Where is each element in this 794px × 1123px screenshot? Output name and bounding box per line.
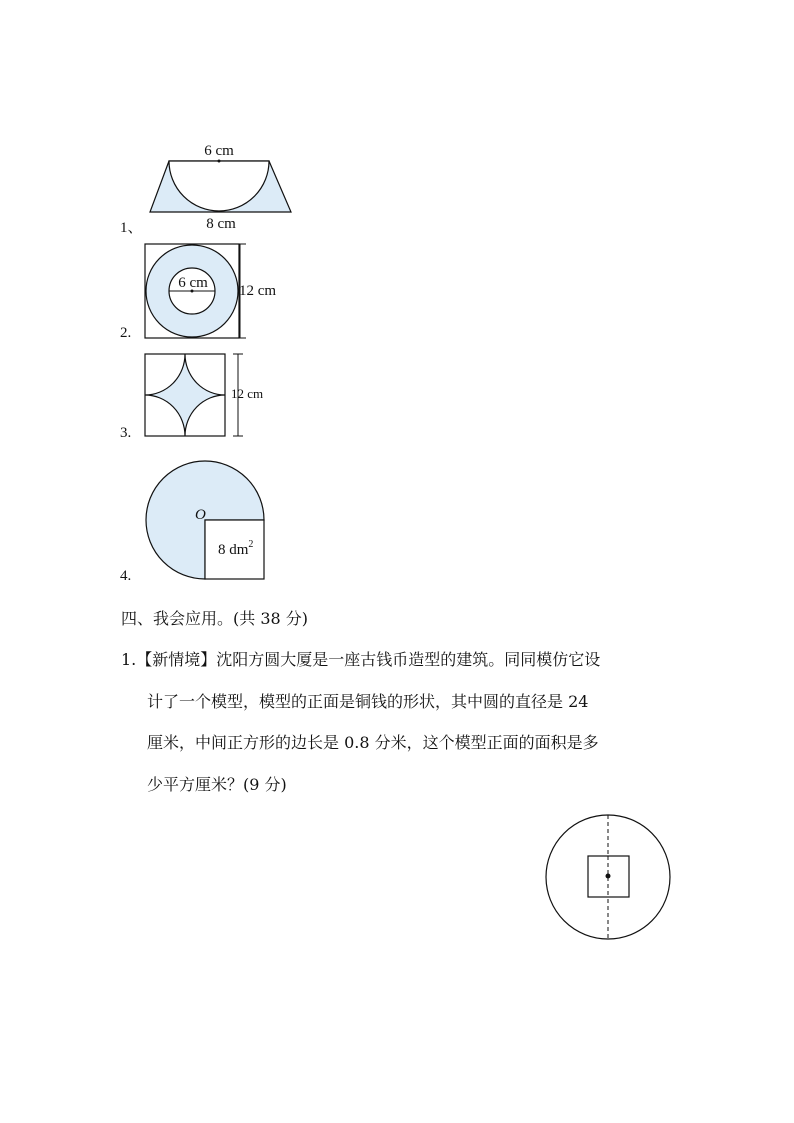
figure-4-circle-square [143,458,273,583]
question-1-line-4: 少平方厘米？(9 分) [147,775,287,794]
fig2-number: 2. [120,325,132,341]
center-dot [606,874,611,879]
figure-2-annulus [143,242,293,340]
fig3-side-label: 12 cm [231,386,264,401]
fig2-inner-label: 6 cm [178,275,208,291]
question-1-line-3: 厘米，中间正方形的边长是 0.8 分米，这个模型正面的面积是多 [147,733,599,752]
center-dot [218,160,221,163]
figure-3-quarter-circles [143,352,283,440]
fig1-top-label: 6 cm [204,143,234,159]
fig4-square-label: 8 $dm^2$ [218,539,254,558]
coin-model-figure [544,814,674,942]
fig4-number: 4. [120,568,132,584]
section-heading: 四、我会应用。(共 38 分) [121,609,309,628]
fig1-number: 1、 [120,220,143,236]
fig3-number: 3. [120,425,132,441]
figure-1-trapezoid [145,138,305,234]
fig2-side-label: 12 cm [239,283,277,299]
fig4-center-label: O [195,507,206,523]
fig1-bottom-label: 8 cm [206,216,236,232]
question-1-line-2: 计了一个模型，模型的正面是铜钱的形状，其中圆的直径是 24 [147,692,589,711]
question-1-line-1: 1.【新情境】沈阳方圆大厦是一座古钱币造型的建筑。同同模仿它设 [121,650,601,669]
